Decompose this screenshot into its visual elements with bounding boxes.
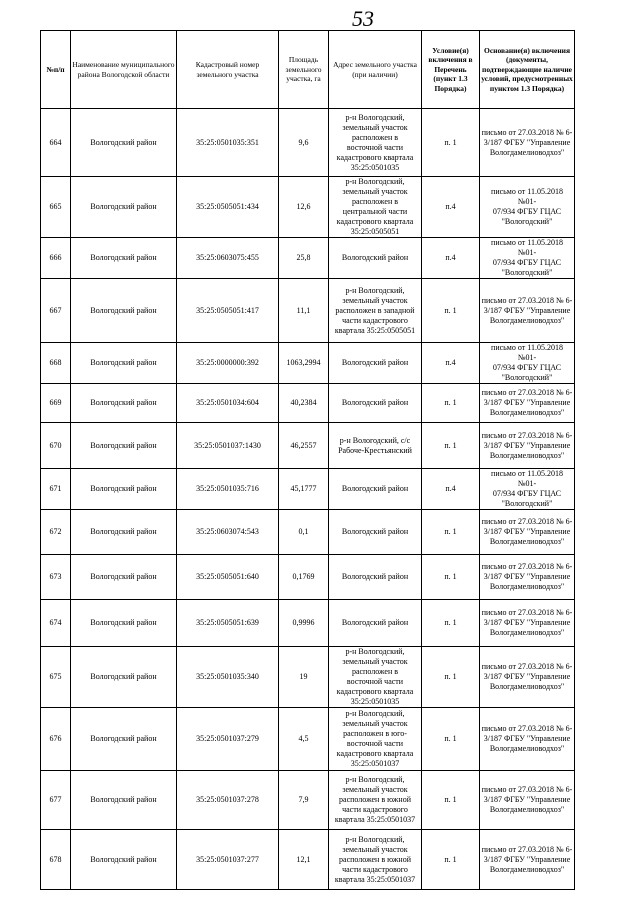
cell-cadastral: 35:25:0000000:392 xyxy=(177,343,279,384)
cell-num: 674 xyxy=(41,600,71,647)
cell-address: р-н Вологодский, земельный участок расположен в южной части кадастрового квартала 35:25:0501037 xyxy=(329,771,422,830)
table-row xyxy=(41,423,575,469)
cell-district: Вологодский район xyxy=(71,177,177,238)
table-row xyxy=(41,830,575,890)
table-row xyxy=(41,555,575,600)
cell-basis: письмо от 11.05.2018 №01- 07/934 ФГБУ ГЦАС "Вологодский" xyxy=(480,177,575,238)
cell-num: 667 xyxy=(41,279,71,343)
cell-num: 675 xyxy=(41,647,71,708)
cell-basis: письмо от 27.03.2018 № 6- 3/187 ФГБУ "Управление Вологдамелиоводхоз" xyxy=(480,600,575,647)
cell-condition: п. 1 xyxy=(422,830,480,890)
cell-address: р-н Вологодский, земельный участок расположен в южной части кадастрового квартала 35:25:0501037 xyxy=(329,830,422,890)
cell-num: 673 xyxy=(41,555,71,600)
cell-condition: п.4 xyxy=(422,469,480,510)
cell-condition: п.4 xyxy=(422,343,480,384)
cell-address: Вологодский район xyxy=(329,510,422,555)
table-row xyxy=(41,343,575,384)
cell-area: 4,5 xyxy=(279,708,329,771)
cell-district: Вологодский район xyxy=(71,830,177,890)
cell-district: Вологодский район xyxy=(71,384,177,423)
land-plots-table xyxy=(40,30,575,890)
cell-condition: п.4 xyxy=(422,238,480,279)
cell-num: 672 xyxy=(41,510,71,555)
cell-cadastral: 35:25:0505051:434 xyxy=(177,177,279,238)
cell-address: Вологодский район xyxy=(329,469,422,510)
cell-num: 678 xyxy=(41,830,71,890)
cell-area: 40,2384 xyxy=(279,384,329,423)
cell-num: 670 xyxy=(41,423,71,469)
cell-address: Вологодский район xyxy=(329,555,422,600)
header-district: Наименование муниципального района Вологодской области xyxy=(71,31,177,109)
cell-district: Вологодский район xyxy=(71,555,177,600)
cell-num: 666 xyxy=(41,238,71,279)
cell-condition: п. 1 xyxy=(422,384,480,423)
cell-area: 1063,2994 xyxy=(279,343,329,384)
cell-district: Вологодский район xyxy=(71,510,177,555)
cell-num: 676 xyxy=(41,708,71,771)
header-address: Адрес земельного участка (при наличии) xyxy=(329,31,422,109)
table-header-row xyxy=(41,31,575,109)
cell-condition: п. 1 xyxy=(422,647,480,708)
cell-area: 19 xyxy=(279,647,329,708)
cell-cadastral: 35:25:0501035:716 xyxy=(177,469,279,510)
cell-district: Вологодский район xyxy=(71,771,177,830)
cell-basis: письмо от 27.03.2018 № 6- 3/187 ФГБУ "Управление Вологдамелиоводхоз" xyxy=(480,423,575,469)
cell-basis: письмо от 27.03.2018 № 6- 3/187 ФГБУ "Управление Вологдамелиоводхоз" xyxy=(480,384,575,423)
cell-address: р-н Вологодский, земельный участок расположен в восточной части кадастрового квартала 35:25:0501035 xyxy=(329,647,422,708)
cell-cadastral: 35:25:0501034:604 xyxy=(177,384,279,423)
cell-district: Вологодский район xyxy=(71,238,177,279)
table-row xyxy=(41,384,575,423)
cell-basis: письмо от 27.03.2018 № 6- 3/187 ФГБУ "Управление Вологдамелиоводхоз" xyxy=(480,510,575,555)
table-row xyxy=(41,238,575,279)
cell-cadastral: 35:25:0501035:340 xyxy=(177,647,279,708)
cell-area: 7,9 xyxy=(279,771,329,830)
page-number: 53 xyxy=(352,6,374,31)
table-row xyxy=(41,177,575,238)
cell-num: 671 xyxy=(41,469,71,510)
cell-district: Вологодский район xyxy=(71,600,177,647)
cell-condition: п. 1 xyxy=(422,279,480,343)
cell-cadastral: 35:25:0501037:278 xyxy=(177,771,279,830)
cell-cadastral: 35:25:0603074:543 xyxy=(177,510,279,555)
cell-address: р-н Вологодский, земельный участок расположен в юго- восточной части кадастрового квартала 35:25:0501037 xyxy=(329,708,422,771)
cell-address: р-н Вологодский, с/с Рабоче-Крестьянский xyxy=(329,423,422,469)
cell-area: 9,6 xyxy=(279,109,329,177)
cell-district: Вологодский район xyxy=(71,343,177,384)
cell-condition: п. 1 xyxy=(422,510,480,555)
cell-area: 0,1 xyxy=(279,510,329,555)
cell-cadastral: 35:25:0501035:351 xyxy=(177,109,279,177)
cell-cadastral: 35:25:0603075:455 xyxy=(177,238,279,279)
table-row xyxy=(41,600,575,647)
cell-basis: письмо от 27.03.2018 № 6- 3/187 ФГБУ "Управление Вологдамелиоводхоз" xyxy=(480,708,575,771)
cell-num: 668 xyxy=(41,343,71,384)
cell-area: 12,1 xyxy=(279,830,329,890)
table-row xyxy=(41,510,575,555)
cell-condition: п. 1 xyxy=(422,555,480,600)
cell-area: 0,9996 xyxy=(279,600,329,647)
header-cadastral: Кадастровый номер земельного участка xyxy=(177,31,279,109)
table-row xyxy=(41,109,575,177)
cell-district: Вологодский район xyxy=(71,647,177,708)
cell-basis: письмо от 27.03.2018 № 6- 3/187 ФГБУ "Управление Вологдамелиоводхоз" xyxy=(480,771,575,830)
cell-area: 25,8 xyxy=(279,238,329,279)
cell-area: 12,6 xyxy=(279,177,329,238)
cell-cadastral: 35:25:0505051:639 xyxy=(177,600,279,647)
cell-cadastral: 35:25:0505051:640 xyxy=(177,555,279,600)
cell-basis: письмо от 27.03.2018 № 6- 3/187 ФГБУ "Управление Вологдамелиоводхоз" xyxy=(480,647,575,708)
cell-condition: п. 1 xyxy=(422,708,480,771)
cell-address: р-н Вологодский, земельный участок расположен в восточной части кадастрового квартала 35:25:0501035 xyxy=(329,109,422,177)
cell-district: Вологодский район xyxy=(71,109,177,177)
cell-area: 46,2557 xyxy=(279,423,329,469)
cell-address: Вологодский район xyxy=(329,343,422,384)
cell-district: Вологодский район xyxy=(71,469,177,510)
header-condition: Условие(я) включения в Перечень (пункт 1.3 Порядка) xyxy=(422,31,480,109)
cell-cadastral: 35:25:0505051:417 xyxy=(177,279,279,343)
cell-num: 677 xyxy=(41,771,71,830)
cell-num: 664 xyxy=(41,109,71,177)
cell-cadastral: 35:25:0501037:277 xyxy=(177,830,279,890)
cell-district: Вологодский район xyxy=(71,708,177,771)
cell-area: 11,1 xyxy=(279,279,329,343)
cell-cadastral: 35:25:0501037:1430 xyxy=(177,423,279,469)
cell-basis: письмо от 27.03.2018 № 6- 3/187 ФГБУ "Управление Вологдамелиоводхоз" xyxy=(480,279,575,343)
cell-cadastral: 35:25:0501037:279 xyxy=(177,708,279,771)
header-area: Площадь земельного участка, га xyxy=(279,31,329,109)
cell-basis: письмо от 27.03.2018 № 6- 3/187 ФГБУ "Управление Вологдамелиоводхоз" xyxy=(480,830,575,890)
cell-condition: п. 1 xyxy=(422,771,480,830)
table-row xyxy=(41,279,575,343)
table-body xyxy=(41,109,575,890)
cell-num: 669 xyxy=(41,384,71,423)
cell-basis: письмо от 27.03.2018 № 6- 3/187 ФГБУ "Управление Вологдамелиоводхоз" xyxy=(480,555,575,600)
cell-area: 45,1777 xyxy=(279,469,329,510)
cell-condition: п. 1 xyxy=(422,423,480,469)
header-num: №п/п xyxy=(41,31,71,109)
cell-condition: п. 1 xyxy=(422,109,480,177)
cell-address: Вологодский район xyxy=(329,384,422,423)
cell-area: 0,1769 xyxy=(279,555,329,600)
cell-basis: письмо от 11.05.2018 №01- 07/934 ФГБУ ГЦАС "Вологодский" xyxy=(480,343,575,384)
cell-address: Вологодский район xyxy=(329,238,422,279)
header-basis: Основание(я) включения (документы, подтверждающие наличие условий, предусмотренных пунктом 1.3 Порядка) xyxy=(480,31,575,109)
cell-basis: письмо от 11.05.2018 №01- 07/934 ФГБУ ГЦАС "Вологодский" xyxy=(480,469,575,510)
cell-basis: письмо от 11.05.2018 №01- 07/934 ФГБУ ГЦАС "Вологодский" xyxy=(480,238,575,279)
cell-condition: п. 1 xyxy=(422,600,480,647)
cell-condition: п.4 xyxy=(422,177,480,238)
table-row xyxy=(41,771,575,830)
cell-address: р-н Вологодский, земельный участок расположен в западной части кадастрового квартала 35:25:0505051 xyxy=(329,279,422,343)
cell-district: Вологодский район xyxy=(71,423,177,469)
table-row xyxy=(41,708,575,771)
cell-address: Вологодский район xyxy=(329,600,422,647)
cell-num: 665 xyxy=(41,177,71,238)
table-row xyxy=(41,647,575,708)
cell-district: Вологодский район xyxy=(71,279,177,343)
table-row xyxy=(41,469,575,510)
cell-basis: письмо от 27.03.2018 № 6- 3/187 ФГБУ "Управление Вологдамелиоводхоз" xyxy=(480,109,575,177)
cell-address: р-н Вологодский, земельный участок расположен в центральной части кадастрового квартала 35:25:0505051 xyxy=(329,177,422,238)
